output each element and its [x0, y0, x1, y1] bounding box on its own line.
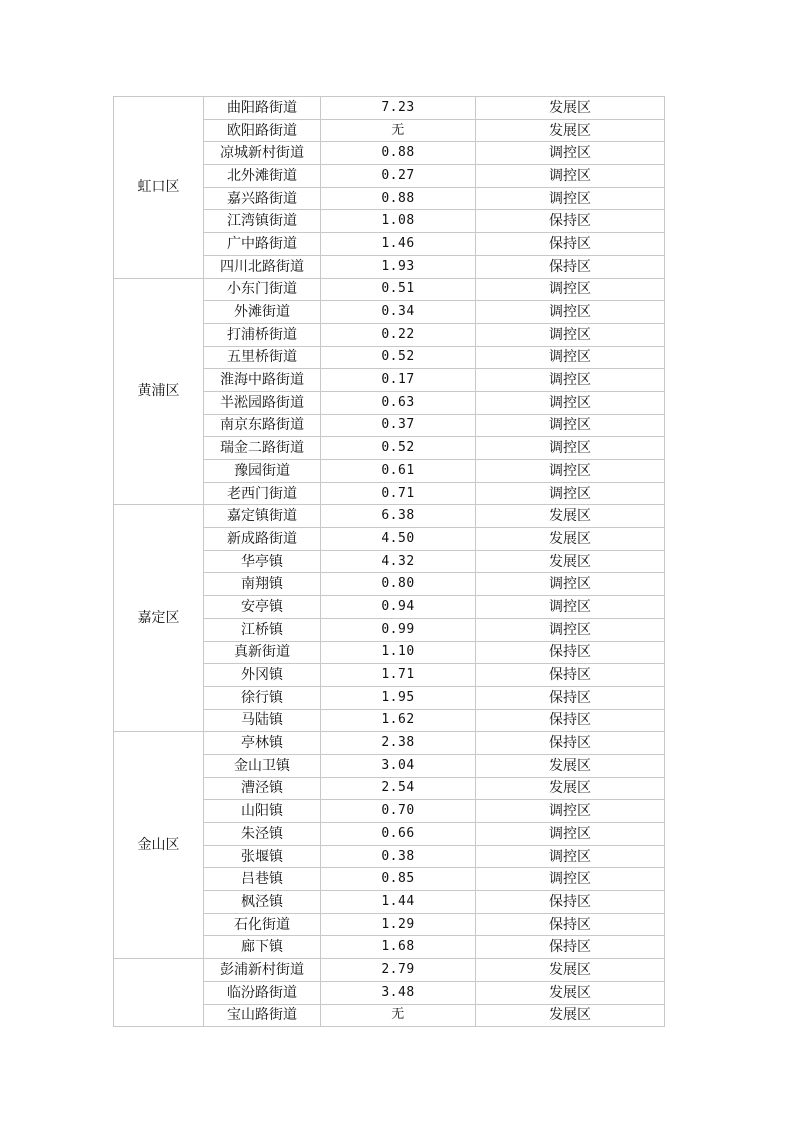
value-cell: 无: [321, 1004, 476, 1027]
street-name-cell: 真新街道: [204, 641, 321, 664]
table-row: [114, 278, 665, 301]
zone-type-cell: 保持区: [476, 891, 665, 914]
value-cell: 0.88: [321, 142, 476, 165]
street-name-cell: 江桥镇: [204, 618, 321, 641]
value-cell: 1.71: [321, 664, 476, 687]
zone-type-cell: 保持区: [476, 210, 665, 233]
street-name-cell: 朱泾镇: [204, 823, 321, 846]
value-cell: 0.38: [321, 845, 476, 868]
street-name-cell: 石化街道: [204, 913, 321, 936]
street-name-cell: 亭林镇: [204, 732, 321, 755]
value-cell: 3.04: [321, 754, 476, 777]
value-cell: 1.68: [321, 936, 476, 959]
value-cell: 1.08: [321, 210, 476, 233]
zone-type-cell: 保持区: [476, 936, 665, 959]
value-cell: 4.50: [321, 528, 476, 551]
street-name-cell: 南翔镇: [204, 573, 321, 596]
district-cell: 嘉定区: [114, 505, 204, 732]
value-cell: 1.93: [321, 255, 476, 278]
street-name-cell: 广中路街道: [204, 233, 321, 256]
zone-type-cell: 发展区: [476, 528, 665, 551]
zone-type-cell: 保持区: [476, 686, 665, 709]
zone-type-cell: 发展区: [476, 505, 665, 528]
zone-type-cell: 调控区: [476, 187, 665, 210]
zone-type-cell: 发展区: [476, 754, 665, 777]
value-cell: 1.29: [321, 913, 476, 936]
zone-type-cell: 调控区: [476, 573, 665, 596]
zone-type-cell: 调控区: [476, 618, 665, 641]
value-cell: 4.32: [321, 550, 476, 573]
zone-type-cell: 调控区: [476, 482, 665, 505]
value-cell: 1.95: [321, 686, 476, 709]
value-cell: 2.79: [321, 959, 476, 982]
street-name-cell: 徐行镇: [204, 686, 321, 709]
table-body: [114, 97, 665, 1027]
street-name-cell: 瑞金二路街道: [204, 437, 321, 460]
value-cell: 0.51: [321, 278, 476, 301]
street-name-cell: 吕巷镇: [204, 868, 321, 891]
value-cell: 3.48: [321, 981, 476, 1004]
street-name-cell: 安亭镇: [204, 596, 321, 619]
street-name-cell: 廊下镇: [204, 936, 321, 959]
street-name-cell: 新成路街道: [204, 528, 321, 551]
zone-type-cell: 调控区: [476, 142, 665, 165]
street-name-cell: 马陆镇: [204, 709, 321, 732]
street-name-cell: 彭浦新村街道: [204, 959, 321, 982]
zone-type-cell: 调控区: [476, 346, 665, 369]
zone-type-cell: 发展区: [476, 97, 665, 120]
zone-type-cell: 调控区: [476, 800, 665, 823]
street-name-cell: 华亭镇: [204, 550, 321, 573]
street-name-cell: 枫泾镇: [204, 891, 321, 914]
street-name-cell: 北外滩街道: [204, 165, 321, 188]
street-name-cell: 南京东路街道: [204, 414, 321, 437]
value-cell: 2.54: [321, 777, 476, 800]
zone-type-cell: 调控区: [476, 369, 665, 392]
zone-type-cell: 发展区: [476, 777, 665, 800]
zone-type-cell: 调控区: [476, 596, 665, 619]
zone-type-cell: 发展区: [476, 550, 665, 573]
value-cell: 0.71: [321, 482, 476, 505]
value-cell: 0.88: [321, 187, 476, 210]
zone-type-cell: 调控区: [476, 278, 665, 301]
zone-type-cell: 保持区: [476, 641, 665, 664]
district-street-table: [113, 96, 665, 1027]
street-name-cell: 金山卫镇: [204, 754, 321, 777]
street-name-cell: 山阳镇: [204, 800, 321, 823]
zone-type-cell: 保持区: [476, 913, 665, 936]
street-name-cell: 半淞园路街道: [204, 391, 321, 414]
street-name-cell: 小东门街道: [204, 278, 321, 301]
zone-type-cell: 调控区: [476, 868, 665, 891]
value-cell: 0.61: [321, 460, 476, 483]
value-cell: 0.66: [321, 823, 476, 846]
street-name-cell: 临汾路街道: [204, 981, 321, 1004]
zone-type-cell: 调控区: [476, 323, 665, 346]
value-cell: 0.63: [321, 391, 476, 414]
street-name-cell: 外冈镇: [204, 664, 321, 687]
street-name-cell: 外滩街道: [204, 301, 321, 324]
street-name-cell: 凉城新村街道: [204, 142, 321, 165]
street-name-cell: 老西门街道: [204, 482, 321, 505]
value-cell: 0.22: [321, 323, 476, 346]
zone-type-cell: 保持区: [476, 233, 665, 256]
value-cell: 0.27: [321, 165, 476, 188]
street-name-cell: 豫园街道: [204, 460, 321, 483]
value-cell: 0.17: [321, 369, 476, 392]
table-row: [114, 959, 665, 982]
district-cell: 金山区: [114, 732, 204, 959]
district-cell: 黄浦区: [114, 278, 204, 505]
table-row: [114, 97, 665, 120]
value-cell: 1.62: [321, 709, 476, 732]
value-cell: 1.10: [321, 641, 476, 664]
district-cell: [114, 959, 204, 1027]
value-cell: 1.44: [321, 891, 476, 914]
street-name-cell: 淮海中路街道: [204, 369, 321, 392]
zone-type-cell: 保持区: [476, 664, 665, 687]
value-cell: 0.80: [321, 573, 476, 596]
value-cell: 0.52: [321, 437, 476, 460]
zone-type-cell: 调控区: [476, 391, 665, 414]
zone-type-cell: 调控区: [476, 301, 665, 324]
street-name-cell: 张堰镇: [204, 845, 321, 868]
zone-type-cell: 保持区: [476, 709, 665, 732]
value-cell: 0.85: [321, 868, 476, 891]
street-name-cell: 宝山路街道: [204, 1004, 321, 1027]
street-name-cell: 打浦桥街道: [204, 323, 321, 346]
street-name-cell: 四川北路街道: [204, 255, 321, 278]
value-cell: 0.34: [321, 301, 476, 324]
zone-type-cell: 保持区: [476, 255, 665, 278]
street-name-cell: 曲阳路街道: [204, 97, 321, 120]
zone-type-cell: 发展区: [476, 119, 665, 142]
zone-type-cell: 调控区: [476, 823, 665, 846]
zone-type-cell: 发展区: [476, 1004, 665, 1027]
street-name-cell: 漕泾镇: [204, 777, 321, 800]
value-cell: 0.37: [321, 414, 476, 437]
street-name-cell: 嘉定镇街道: [204, 505, 321, 528]
zone-type-cell: 发展区: [476, 959, 665, 982]
value-cell: 1.46: [321, 233, 476, 256]
street-name-cell: 欧阳路街道: [204, 119, 321, 142]
value-cell: 2.38: [321, 732, 476, 755]
zone-type-cell: 调控区: [476, 845, 665, 868]
table-row: [114, 732, 665, 755]
zone-type-cell: 调控区: [476, 165, 665, 188]
value-cell: 0.52: [321, 346, 476, 369]
value-cell: 7.23: [321, 97, 476, 120]
district-cell: 虹口区: [114, 97, 204, 279]
zone-type-cell: 调控区: [476, 437, 665, 460]
value-cell: 无: [321, 119, 476, 142]
zone-type-cell: 调控区: [476, 460, 665, 483]
value-cell: 0.99: [321, 618, 476, 641]
value-cell: 0.94: [321, 596, 476, 619]
value-cell: 0.70: [321, 800, 476, 823]
zone-type-cell: 调控区: [476, 414, 665, 437]
street-name-cell: 江湾镇街道: [204, 210, 321, 233]
value-cell: 6.38: [321, 505, 476, 528]
table-row: [114, 505, 665, 528]
zone-type-cell: 保持区: [476, 732, 665, 755]
street-name-cell: 五里桥街道: [204, 346, 321, 369]
street-name-cell: 嘉兴路街道: [204, 187, 321, 210]
zone-type-cell: 发展区: [476, 981, 665, 1004]
